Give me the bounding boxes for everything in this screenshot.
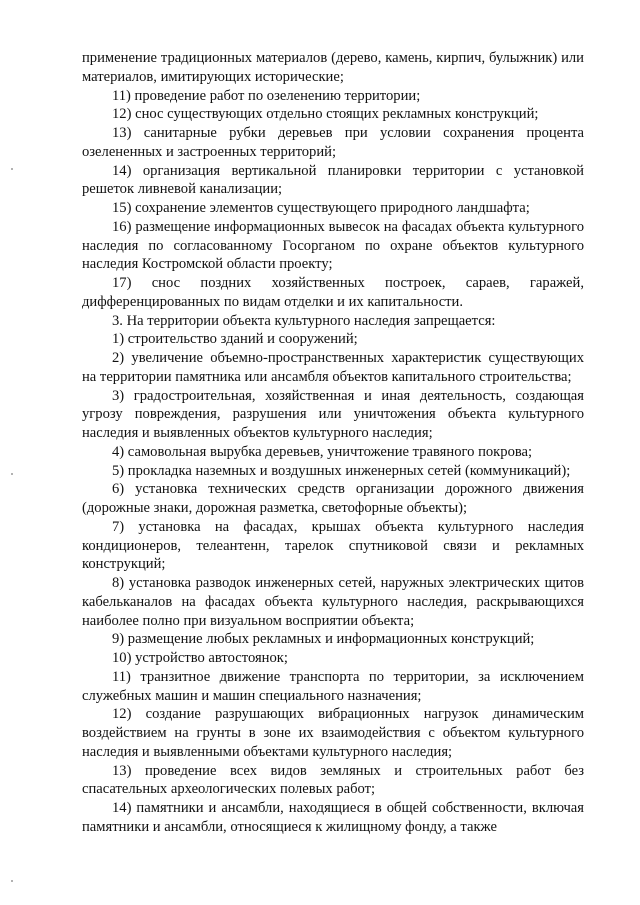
document-paragraph: 15) сохранение элементов существующего природного ландшафта;: [112, 200, 530, 216]
document-paragraph: 14) организация вертикальной планировки территории с установкой решеток ливневой канализации;: [82, 162, 584, 198]
document-paragraph: применение традиционных материалов (дерево, камень, кирпич, булыжник) или материалов, имитирующих исторические;: [82, 50, 584, 85]
document-paragraph: 17) снос поздних хозяйственных построек, сараев, гаражей, дифференцированных по видам отделки и их капитальности.: [82, 275, 584, 310]
document-paragraph: 2) увеличение объемно-пространственных характеристик существующих на территории памятника или ансамбля объектов капитального строительства;: [82, 350, 584, 385]
document-paragraph: 11) транзитное движение транспорта по территории, за исключением служебных машин и машин специального назначения;: [82, 668, 584, 704]
scan-mark: [11, 473, 13, 475]
document-paragraph: 5) прокладка наземных и воздушных инженерных сетей (коммуникаций);: [112, 462, 571, 479]
document-paragraph: 10) устройство автостоянок;: [112, 650, 288, 666]
document-paragraph: 6) установка технических средств организации дорожного движения (дорожные знаки, дорожная разметка, светофорные объекты);: [82, 481, 584, 516]
document-paragraph: 14) памятники и ансамбли, находящиеся в общей собственности, включая памятники и ансамбли, относящиеся к жилищному фонду, а также: [82, 800, 584, 835]
document-paragraph: 3) градостроительная, хозяйственная и иная деятельность, создающая угрозу повреждения, разрушения или уничтожения объекта культурного наследия и выявленных объектов культурного наследия;: [82, 387, 584, 441]
document-paragraph: 1) строительство зданий и сооружений;: [112, 331, 358, 348]
document-paragraph: 12) снос существующих отдельно стоящих рекламных конструкций;: [112, 106, 539, 123]
document-paragraph: 3. На территории объекта культурного наследия запрещается:: [112, 312, 496, 329]
document-page: [82, 49, 584, 837]
document-paragraph: 13) проведение всех видов земляных и строительных работ без спасательных археологических полевых работ;: [82, 762, 584, 798]
document-paragraph: 4) самовольная вырубка деревьев, уничтожение травяного покрова;: [112, 443, 533, 460]
document-paragraph: 12) создание разрушающих вибрационных нагрузок динамическим воздействием на грунты в зоне их взаимодействия с объектом культурного наследия и выявленными объектами культурного наследия;: [82, 706, 584, 760]
document-paragraph: 13) санитарные рубки деревьев при условии сохранения процента озелененных и застроенных территорий;: [82, 125, 584, 160]
document-paragraph: 9) размещение любых рекламных и информационных конструкций;: [112, 631, 535, 648]
document-paragraph: 16) размещение информационных вывесок на фасадах объекта культурного наследия по согласованному Госорганом по охране объектов культурного наследия Костромской области проекту;: [82, 218, 584, 273]
document-paragraph: 11) проведение работ по озеленению территории;: [112, 87, 421, 104]
scan-mark: [11, 168, 13, 170]
document-paragraph: 8) установка разводок инженерных сетей, наружных электрических щитов кабельканалов на фасадах объекта культурного наследия, раскрывающихся наиболее полно при визуальном восприятии объекта;: [82, 575, 584, 629]
document-paragraph: 7) установка на фасадах, крышах объекта культурного наследия кондиционеров, телеантенн, тарелок спутниковой связи и рекламных конструкций;: [82, 518, 584, 573]
scan-mark: [11, 880, 13, 882]
